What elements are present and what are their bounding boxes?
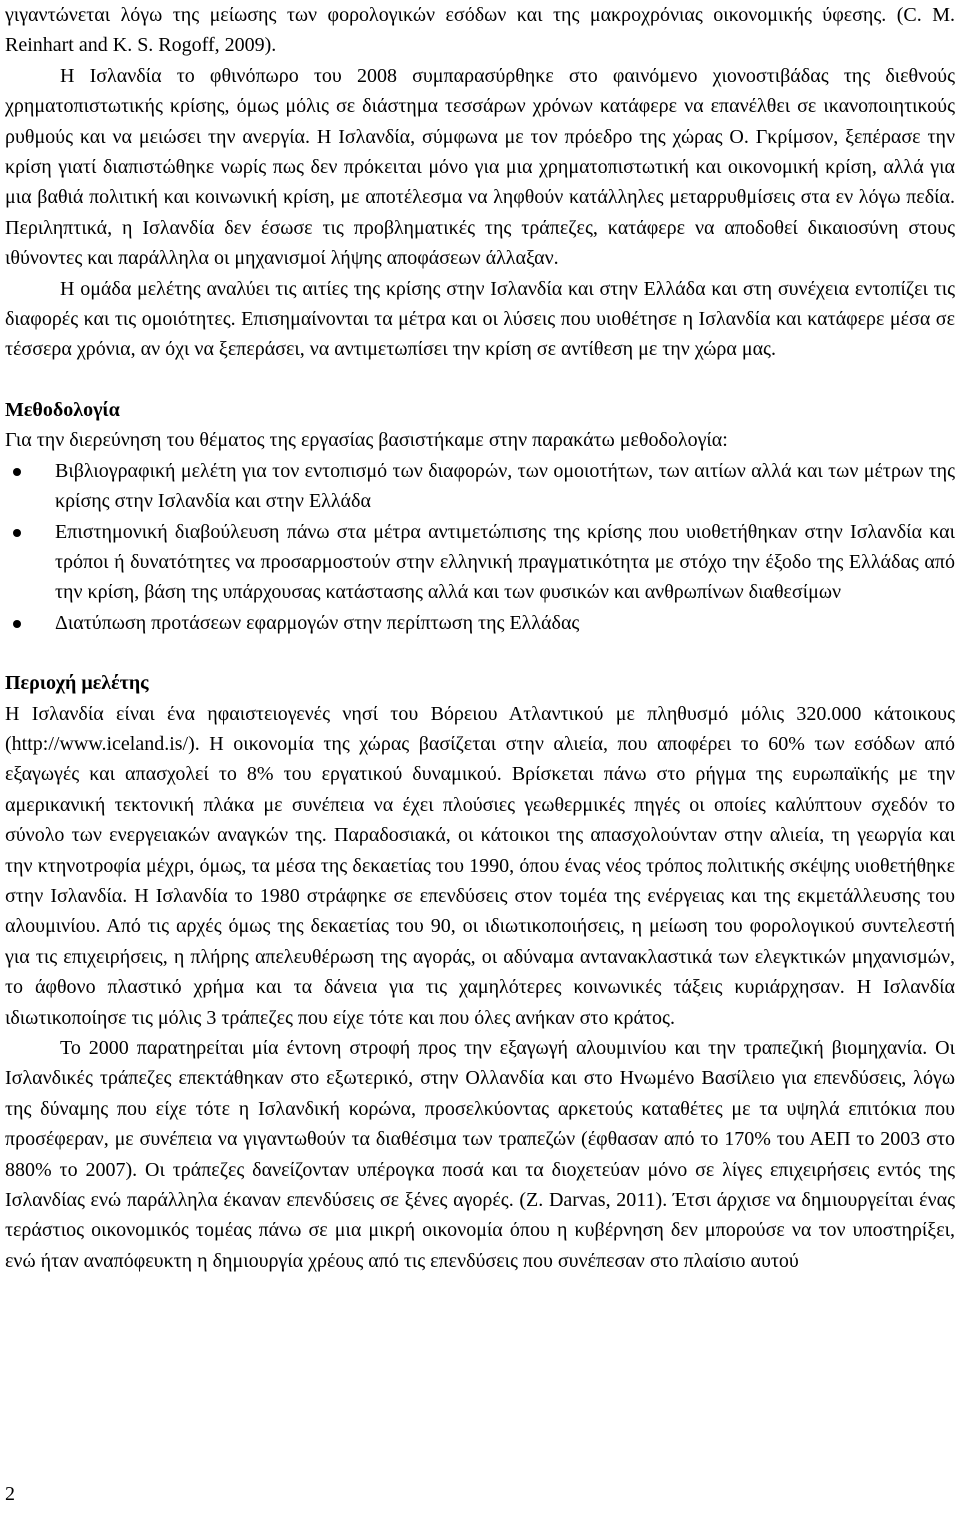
list-item: Βιβλιογραφική μελέτη για τον εντοπισμό των διαφορών, των ομοιοτήτων, των αιτίων αλλά και των μέτρων της κρίσης στην Ισλανδία και στην Ελλάδα xyxy=(5,456,955,517)
list-item: Διατύπωση προτάσεων εφαρμογών στην περίπτωση της Ελλάδας xyxy=(5,608,955,638)
paragraph-continuation: γιγαντώνεται λόγω της μείωσης των φορολογικών εσόδων και της μακροχρόνιας οικονομικής ύφεσης. (C. M. Reinhart and K. S. Rogoff, 2009). xyxy=(5,4,955,57)
methodology-intro: Για την διερεύνηση του θέματος της εργασίας βασιστήκαμε στην παρακάτω μεθοδολογία: xyxy=(5,429,728,452)
bullet-icon xyxy=(13,468,21,476)
paragraph-study-area: Η Ισλανδία είναι ένα ηφαιστειογενές νησί του Βόρειου Ατλαντικού με πληθυσμό μόλις 320.000 κάτοικους (http://www.iceland.is/). Η οικονομία της χώρας βασίζεται στην αλιεία, που αποφέρει το 60% των εσόδων από εξαγωγές και απασχολεί το 8% του εργατικού δυναμικού. Βρίσκεται πάνω στο ρήγμα της ευρωπαϊκής με την αμερικανική τεκτονική πλάκα με συνέπεια να έχει πλούσιες γεωθερμικές πηγές οι οποίες καλύπτουν σχεδόν το σύνολο των ενεργειακών αναγκών της. Παραδοσιακά, οι κάτοικοι της απασχολούνταν στην αλιεία, τη γεωργία και την κτηνοτροφία μέχρι, όμως, τα μέσα της δεκαετίας του 1990, όπου ένας νέος τρόπος πολιτικής σκέψης υιοθετήθηκε στην Ισλανδία. Η Ισλανδία το 1980 στράφηκε σε επενδύσεις στον τομέα της ενέργειας και της εκμετάλλευσης του αλουμινίου. Από τις αρχές όμως της δεκαετίας του 90, οι ιδιωτικοποιήσεις, η μείωση του φορολογικού συντελεστή για τις επιχειρήσεις, η πλήρης απελευθέρωση της αγοράς, οι αδύναμα αντανακλαστικά των ελεγκτικών μηχανισμών, το άφθονο πλαστικό χρήμα και τα δάνεια για τις χαμηλότερες κοινωνικές τάξεις κυριάρχησαν. Η Ισλανδία ιδιωτικοποίησε τις μόλις 3 τράπεζες που είχε τότε και που όλες ανήκαν στο κράτος. xyxy=(5,702,955,1029)
page-number: 2 xyxy=(5,1483,15,1505)
paragraph-study-group: Η ομάδα μελέτης αναλύει τις αιτίες της κρίσης στην Ισλανδία και στην Ελλάδα και στη συνέχεια εντοπίζει τις διαφορές και τις ομοιότητες. Επισημαίνονται τα μέτρα και οι λύσεις που υιοθέτησε η Ισλανδία και κατάφερε μέσα σε τέσσερα χρόνια, αν όχι να ξεπεράσει, να αντιμετωπίσει την κρίση σε αντίθεση με την χώρα μας. xyxy=(5,277,955,361)
methodology-heading: Μεθοδολογία xyxy=(5,398,120,421)
methodology-list xyxy=(5,456,955,638)
study-area-heading: Περιοχή μελέτης xyxy=(5,672,149,695)
bullet-icon xyxy=(13,529,21,537)
paragraph-iceland-crisis: Η Ισλανδία το φθινόπωρο του 2008 συμπαρασύρθηκε στο φαινόμενο χιονοστιβάδας της διεθνούς χρηματοπιστωτικής κρίσης, όμως μόλις σε διάστημα τεσσάρων χρόνων κατάφερε να επανέλθει σε ικανοποιητικούς ρυθμούς και να μειώσει την ανεργία. Η Ισλανδία, σύμφωνα με τον πρόεδρο της χώρας Ο. Γκρίμσον, ξεπέρασε την κρίση γιατί διαπιστώθηκε νωρίς πως δεν πρόκειται μόνο για μια χρηματοπιστωτική και οικονομική κρίση, αλλά για μια βαθιά πολιτική και κοινωνική κρίση, με αποτέλεσμα να ληφθούν κατάλληλες μεταρρυθμίσεις στα εν λόγω πεδία. Περιληπτικά, η Ισλανδία δεν έσωσε τις προβληματικές της τράπεζες, κατάφερε να αποδοθεί δικαιοσύνη στους ιθύνοντες και παράλληλα οι μηχανισμοί λήψης αποφάσεων άλλαξαν. xyxy=(5,64,955,270)
list-item: Επιστημονική διαβούλευση πάνω στα μέτρα αντιμετώπισης της κρίσης που υιοθετήθηκαν στην Ισλανδία και τρόποι ή δυνατότητες να προσαρμοστούν στην ελληνική πραγματικότητα με στόχο την έξοδο της Ελλάδας από την κρίση, βάση της υπάρχουσας κατάστασης αλλά και των φυσικών και ανθρωπίνων διαθεσίμων xyxy=(5,517,955,608)
bullet-icon xyxy=(13,620,21,628)
paragraph-year-2000: Το 2000 παρατηρείται μία έντονη στροφή προς την εξαγωγή αλουμινίου και την τραπεζική βιομηχανία. Οι Ισλανδικές τράπεζες επεκτάθηκαν στο εξωτερικό, στην Ολλανδία και στο Ηνωμένο Βασίλειο για επενδύσεις, λόγω της δύναμης που είχε τότε η Ισλανδική κορώνα, προσελκύοντας αρκετούς καταθέτες με τα υψηλά επιτόκια που προσέφεραν, με συνέπεια να γιγαντωθούν τα διαθέσιμα των τραπεζών (έφθασαν από το 170% του ΑΕΠ το 2003 στο 880% το 2007). Οι τράπεζες δανείζονταν υπέρογκα ποσά και τα διοχετεύαν μόνο σε λίγες επιχειρήσεις εντός της Ισλανδίας ενώ παράλληλα έκαναν επενδύσεις σε ξένες αγορές. (Z. Darvas, 2011). Έτσι άρχισε να δημιουργείται ένας τεράστιος οικονομικός τομέας πάνω σε μια μικρή οικονομία όπου η κυβέρνηση δεν μπορούσε να τον υποστηρίξει, ενώ ήταν αναπόφευκτη η δημιουργία χρέους από τις επενδύσεις που συνέπεσαν στο πλαίσιο αυτού xyxy=(5,1037,955,1272)
document-page xyxy=(5,0,955,1276)
